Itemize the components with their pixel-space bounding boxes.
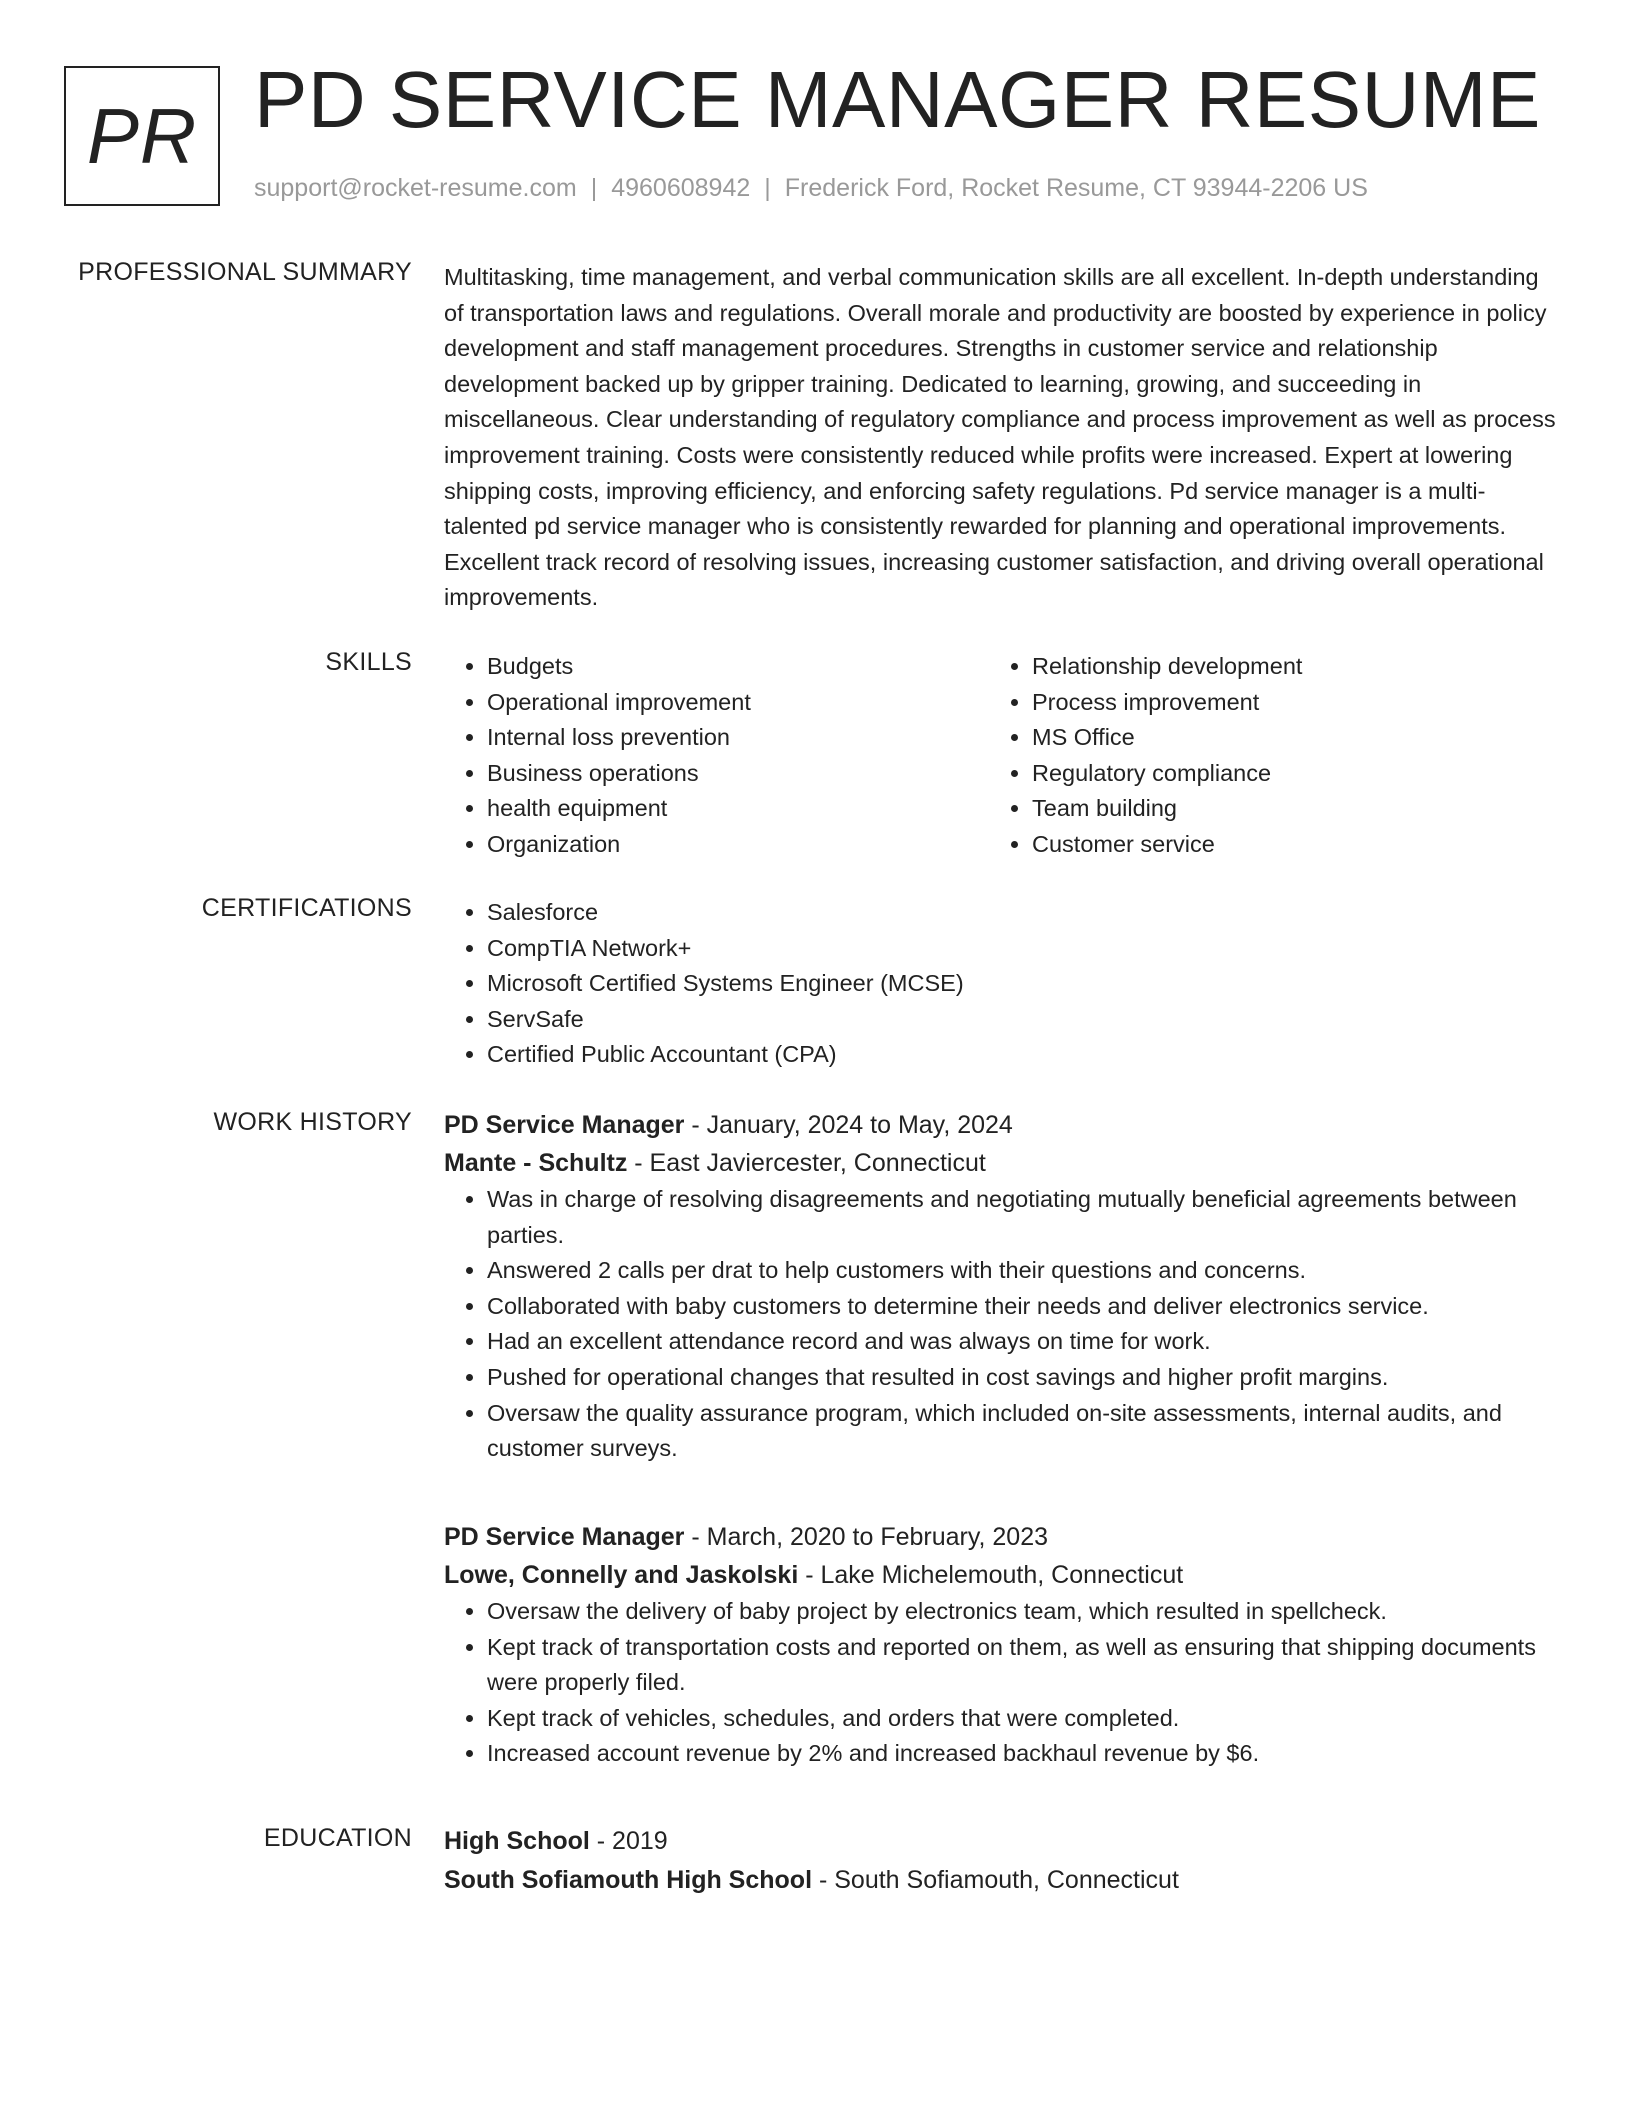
education-school-line	[444, 1861, 1564, 1899]
job-title-line	[444, 1518, 1564, 1556]
job-duty-item: • Oversaw the delivery of baby project by electronics team, which resulted in spellcheck.	[487, 1594, 1564, 1630]
section-label-certifications: CERTIFICATIONS	[201, 894, 412, 922]
job-duty-item: • Oversaw the quality assurance program, which included on-site assessments, internal audits, and customer surveys.	[487, 1396, 1564, 1467]
job-location: - Lake Michelemouth, Connecticut	[798, 1561, 1184, 1589]
skill-item: • Regulatory compliance	[1032, 756, 1534, 792]
job-duty-item: • Was in charge of resolving disagreements and negotiating mutually beneficial agreements between parties.	[487, 1182, 1564, 1253]
section-label-work-history: WORK HISTORY	[213, 1108, 412, 1136]
job-duty-item: • Answered 2 calls per drat to help customers with their questions and concerns.	[487, 1253, 1564, 1289]
job-location: - East Javiercester, Connecticut	[627, 1149, 986, 1177]
section-label-education: EDUCATION	[263, 1824, 412, 1852]
job-entry	[444, 1518, 1564, 1772]
monogram-logo: PR	[64, 66, 220, 206]
skill-item: • Organization	[487, 827, 989, 863]
skill-item: • Relationship development	[1032, 649, 1534, 685]
job-company: Mante - Schultz	[444, 1149, 628, 1177]
summary-text: Multitasking, time management, and verbal communication skills are all excellent. In-depth understanding of transportation laws and regulations. Overall morale and productivity are boosted by experience in policy development and staff management procedures. Strengths in customer service and relationship development backed up by gripper training. Dedicated to learning, growing, and succeeding in miscellaneous. Clear understanding of regulatory compliance and process improvement as well as process improvement training. Costs were consistently reduced while profits were increased. Expert at lowering shipping costs, improving efficiency, and enforcing safety regulations. Pd service manager is a multi-talented pd service manager who is consistently rewarded for planning and operational improvements. Excellent track record of resolving issues, increasing customer satisfaction, and driving overall operational improvements.	[444, 264, 1556, 611]
contact-address: Frederick Ford, Rocket Resume, CT 93944-2206 US	[784, 174, 1368, 202]
skill-item: • MS Office	[1032, 720, 1534, 756]
job-company-line	[444, 1144, 1564, 1182]
skill-item: • Internal loss prevention	[487, 720, 989, 756]
job-company: Lowe, Connelly and Jaskolski	[444, 1561, 799, 1589]
skill-item: • Budgets	[487, 649, 989, 685]
job-dates: - January, 2024 to May, 2024	[684, 1111, 1013, 1139]
section-label-summary: PROFESSIONAL SUMMARY	[78, 258, 412, 286]
skill-item: • Process improvement	[1032, 685, 1534, 721]
education-degree: High School	[444, 1827, 590, 1855]
certification-item: • Microsoft Certified Systems Engineer (MCSE)	[487, 966, 1564, 1002]
skill-item: • Business operations	[487, 756, 989, 792]
certification-item: • CompTIA Network+	[487, 931, 1564, 967]
education-year: - 2019	[589, 1827, 668, 1855]
contact-separator: |	[764, 174, 771, 202]
contact-line	[254, 174, 1368, 203]
page-title: PD SERVICE MANAGER RESUME	[254, 55, 1541, 144]
job-duty-item: • Increased account revenue by 2% and increased backhaul revenue by $6.	[487, 1736, 1564, 1772]
contact-email: support@rocket-resume.com	[254, 174, 577, 202]
contact-separator: |	[590, 174, 598, 202]
job-company-line	[444, 1556, 1564, 1594]
job-duties-list	[444, 1182, 1564, 1467]
education-location: - South Sofiamouth, Connecticut	[812, 1866, 1179, 1894]
certification-item: • ServSafe	[487, 1002, 1564, 1038]
job-duty-item: • Had an excellent attendance record and was always on time for work.	[487, 1324, 1564, 1360]
job-duties-list	[444, 1594, 1564, 1772]
skill-item: • Team building	[1032, 791, 1534, 827]
job-duty-item: • Collaborated with baby customers to determine their needs and deliver electronics service.	[487, 1289, 1564, 1325]
certifications-list	[444, 895, 1564, 1073]
education-degree-line	[444, 1822, 1564, 1860]
skill-item: • Customer service	[1032, 827, 1534, 863]
contact-phone: 4960608942	[611, 174, 751, 202]
section-label-skills: SKILLS	[325, 648, 412, 676]
job-title: PD Service Manager	[444, 1111, 685, 1139]
job-title-line	[444, 1106, 1564, 1144]
certification-item: • Certified Public Accountant (CPA)	[487, 1037, 1564, 1073]
job-dates: - March, 2020 to February, 2023	[684, 1523, 1049, 1551]
certification-item: • Salesforce	[487, 895, 1564, 931]
job-duty-item: • Pushed for operational changes that resulted in cost savings and higher profit margins.	[487, 1360, 1564, 1396]
job-title: PD Service Manager	[444, 1523, 685, 1551]
education-school: South Sofiamouth High School	[444, 1866, 813, 1894]
job-duty-item: • Kept track of vehicles, schedules, and orders that were completed.	[487, 1701, 1564, 1737]
job-duty-item: • Kept track of transportation costs and reported on them, as well as ensuring that shipping documents were properly filed.	[487, 1630, 1564, 1701]
skill-item: • health equipment	[487, 791, 989, 827]
job-entry	[444, 1106, 1564, 1467]
skills-list-left	[444, 649, 989, 863]
skills-list-right	[989, 649, 1534, 863]
skill-item: • Operational improvement	[487, 685, 989, 721]
